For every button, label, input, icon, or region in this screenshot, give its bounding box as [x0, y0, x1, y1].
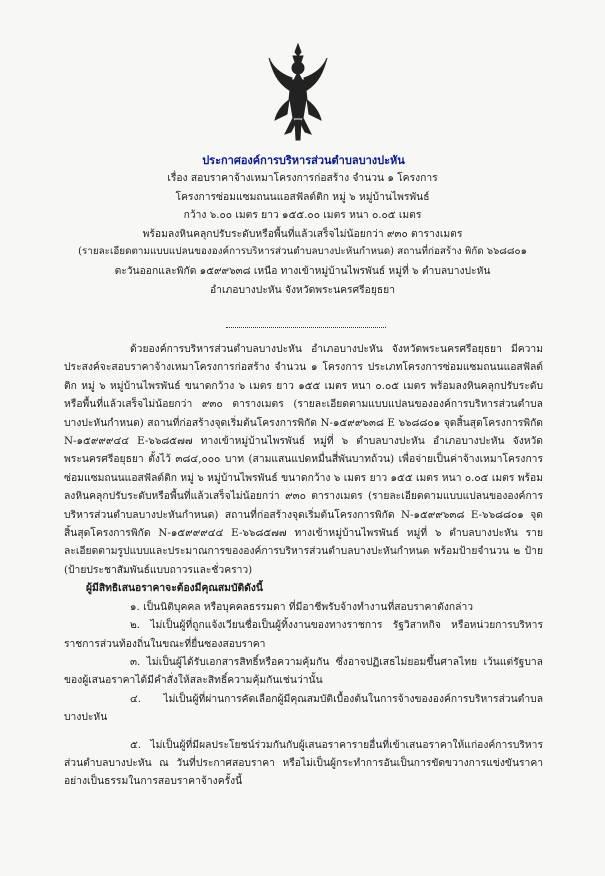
garuda-emblem-icon: [267, 42, 329, 142]
subject-line: อำเภอบางปะหัน จังหวัดพระนครศรีอยุธยา: [210, 283, 395, 296]
qualification-heading: ผู้มีสิทธิเสนอราคาจะต้องมีคุณสมบัติดังนี้: [86, 582, 263, 595]
subject-line: กว้าง ๖.๐๐ เมตร ยาว ๑๕๕.๐๐ เมตร หนา ๐.๐๕ เมตร: [183, 209, 422, 222]
subject-line: โครงการซ่อมแซมถนนแอสฟัลต์ติก หมู่ ๖ หมู่บ้านไพรพันธ์: [175, 190, 430, 203]
subject-line: ตะวันออกและพิกัด ๑๕๙๙๖๓๘ เหนือ ทางเข้าหมู่บ้านไพรพันธ์ หมู่ที่ ๖ ตำบลบางปะหัน: [114, 264, 491, 277]
qualification-item: ๒. ไม่เป็นผู้ที่ถูกแจ้งเวียนชื่อเป็นผู้ทิ้งงานของทางราชการ รัฐวิสาหกิจ หรือหน่วยการบริหารราชการส่วนท้องถิ่นในขณะที่ยื่นซองสอบราคา: [64, 619, 543, 650]
subject-line: (รายละเอียดตามแบบแปลนขององค์การบริหารส่วนตำบลบางปะหันกำหนด) สถานที่ก่อสร้าง พิกัด ๖๖๘๘๐๑: [78, 246, 527, 258]
page-title: ประกาศองค์การบริหารส่วนตำบลบางปะหัน: [202, 154, 405, 167]
announcement-body: [64, 340, 543, 791]
qualification-item: ๔. ไม่เป็นผู้ที่ผ่านการคัดเลือกผู้มีคุณสมบัติเบื้องต้นในการจ้างขององค์การบริหารส่วนตำบลบางปะหัน: [64, 692, 543, 724]
qualification-item: ๓. ไม่เป็นผู้ได้รับเอกสารสิทธิ์หรือความคุ้มกัน ซึ่งอาจปฏิเสธไม่ยอมขึ้นศาลไทย เว้นแต่รัฐบาลของผู้เสนอราคาได้มีคำสั่งให้สละสิทธิ์ความคุ้มกันเช่นว่านั้น: [64, 655, 543, 687]
body-paragraph: ด้วยองค์การบริหารส่วนตำบลบางปะหัน อำเภอบางปะหัน จังหวัดพระนครศรีอยุธยา มีความประสงค์จะสอบราคาจ้างเหมาโครงการก่อสร้าง จำนวน ๑ โครงการ ประเภทโครงการซ่อมแซมถนนแอสฟัลต์ติก หมู่ ๖ หมู่บ้านไพรพันธ์ ขนาดกว้าง ๖ เมตร ยาว ๑๕๕ เมตร หนา ๐.๐๕ เมตร พร้อมลงหินคลุกปรับระดับหรือพื้นที่แล้วเสร็จไม่น้อยกว่า ๙๓๐ ตารางเมตร (รายละเอียดตามแบบแปลนขององค์การบริหารส่วนตำบลบางปะหันกำหนด) สถานที่ก่อสร้างจุดเริ่มต้นโครงการพิกัด N-๑๕๙๙๖๓๘ E ๖๖๘๘๐๑ จุดสิ้นสุดโครงการพิกัด N-๑๕๙๙๙๔๔ E-๖๖๘๕๗๗ ทางเข้าหมู่บ้านไพรพันธ์ หมู่ที่ ๖ ตำบลบางปะหัน อำเภอบางปะหัน จังหวัดพระนครศรีอยุธยา ตั้งไว้ ๓๘๔,๐๐๐ บาท (สามแสนแปดหมื่นสี่พันบาทถ้วน) เพื่อจ่ายเป็นค่าจ้างเหมาโครงการซ่อมแซมถนนแอสฟัลต์ติก หมู่ ๖ หมู่บ้านไพรพันธ์ ขนาดกว้าง ๖ เมตร ยาว ๑๕๕ เมตร หนา ๐.๐๕ เมตร พร้อมลงหินคลุกปรับระดับหรือพื้นที่แล้วเสร็จไม่น้อยกว่า ๙๓๐ ตารางเมตร (รายละเอียดตามแบบแปลนขององค์การบริหารส่วนตำบลบางปะหันกำหนด) สถานที่ก่อสร้างจุดเริ่มต้นโครงการพิกัด N-๑๕๙๙๖๓๘ E-๖๖๘๘๐๑ จุดสิ้นสุดโครงการพิกัด N-๑๕๙๙๙๔๔ E-๖๖๘๕๗๗ ทางเข้าหมู่บ้านไพรพันธ์ หมู่ที่ ๖ ตำบลบางปะหัน รายละเอียดตามรูปแบบและประมาณการขององค์การบริหารส่วนตำบลบางปะหันกำหนด พร้อมป้ายจำนวน ๒ ป้าย (ป้ายประชาสัมพันธ์แบบถาวรและชั่วคราว): [64, 343, 543, 576]
qualification-item: ๕. ไม่เป็นผู้ที่มีผลประโยชน์ร่วมกันกับผู้เสนอราคารายอื่นที่เข้าเสนอราคาให้แก่องค์การบริหารส่วนตำบลบางปะหัน ณ วันที่ประกาศสอบราคา หรือไม่เป็นผู้กระทำการอันเป็นการขัดขวางการแข่งขันราคาอย่างเป็นธรรมในการสอบราคาจ้างครั้งนี้: [64, 738, 543, 788]
subject-line: เรื่อง สอบราคาจ้างเหมาโครงการก่อสร้าง จำนวน ๑ โครงการ: [167, 172, 438, 184]
subject-line: พร้อมลงหินคลุกปรับระดับหรือพื้นที่แล้วเสร็จไม่น้อยกว่า ๙๓๐ ตารางเมตร: [142, 227, 463, 240]
subject-block: [50, 169, 555, 299]
qualification-item: ๑. เป็นนิติบุคคล หรือบุคคลธรรมดา ที่มีอาชีพรับจ้างทำงานที่สอบราคาดังกล่าว: [130, 600, 474, 613]
separator-dotted-line: [226, 327, 386, 328]
